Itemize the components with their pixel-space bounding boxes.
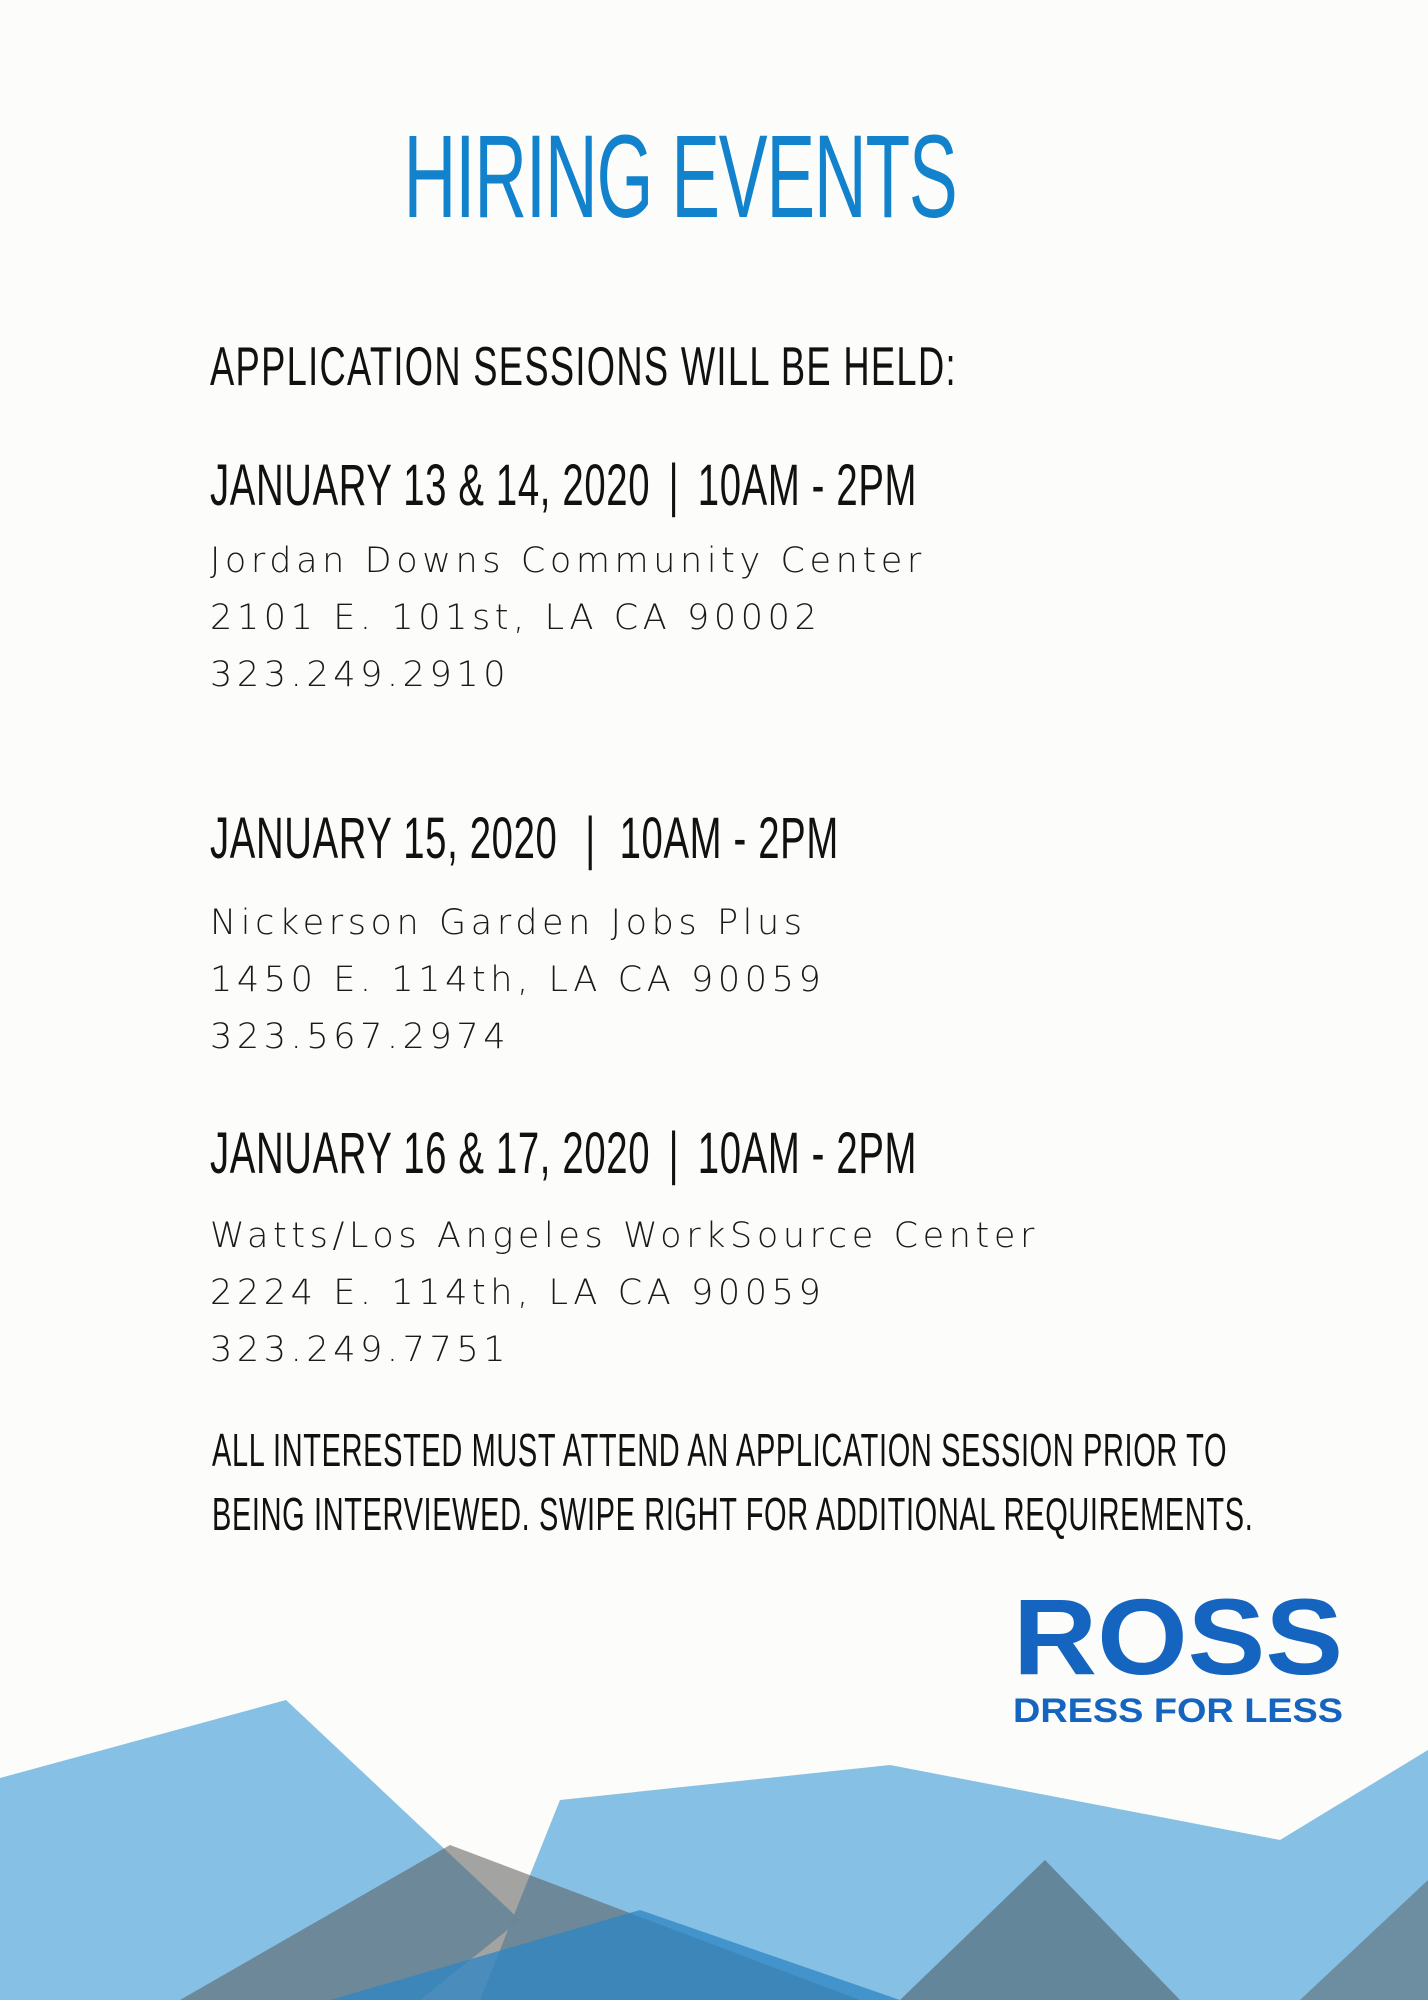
logo-tagline: DRESS FOR LESS — [1013, 1692, 1343, 1730]
ross-logo — [1008, 1582, 1348, 1730]
event-3-separator: | — [668, 1121, 680, 1186]
logo-brand: ROSS — [1013, 1582, 1343, 1697]
event-1-date: JANUARY 13 & 14, 2020 — [210, 453, 651, 518]
event-2-time: 10AM - 2PM — [619, 806, 839, 871]
event-2-details — [210, 895, 825, 1066]
event-1-phone: 323.249.2910 — [210, 655, 511, 695]
closing-line-2: BEING INTERVIEWED. SWIPE RIGHT FOR ADDITIONAL REQUIREMENTS. — [212, 1488, 1254, 1540]
event-2-date: JANUARY 15, 2020 — [210, 806, 558, 871]
event-1-venue: Jordan Downs Community Center — [210, 541, 926, 581]
closing-line-1: ALL INTERESTED MUST ATTEND AN APPLICATION SESSION PRIOR TO — [212, 1424, 1228, 1476]
event-2-phone: 323.567.2974 — [210, 1017, 511, 1057]
event-3-details — [210, 1208, 1039, 1379]
event-3-address: 2224 E. 114th, LA CA 90059 — [210, 1273, 826, 1313]
intro-heading: APPLICATION SESSIONS WILL BE HELD: — [210, 335, 957, 397]
event-2-address: 1450 E. 114th, LA CA 90059 — [210, 960, 826, 1000]
event-1-time: 10AM - 2PM — [697, 453, 918, 518]
event-1-address: 2101 E. 101st, LA CA 90002 — [210, 598, 822, 638]
event-1-heading — [210, 452, 917, 519]
event-3-heading — [210, 1120, 917, 1187]
event-3-phone: 323.249.7751 — [210, 1330, 511, 1370]
event-1-details — [210, 533, 926, 704]
closing-note — [212, 1418, 1253, 1546]
event-1-separator: | — [668, 453, 680, 518]
event-3-time: 10AM - 2PM — [697, 1121, 918, 1186]
event-2-venue: Nickerson Garden Jobs Plus — [210, 903, 807, 943]
page-title: HIRING EVENTS — [403, 111, 957, 243]
event-3-venue: Watts/Los Angeles WorkSource Center — [210, 1216, 1039, 1256]
event-2-separator: | — [585, 806, 596, 871]
event-2-heading — [210, 805, 839, 872]
event-3-date: JANUARY 16 & 17, 2020 — [210, 1121, 651, 1186]
